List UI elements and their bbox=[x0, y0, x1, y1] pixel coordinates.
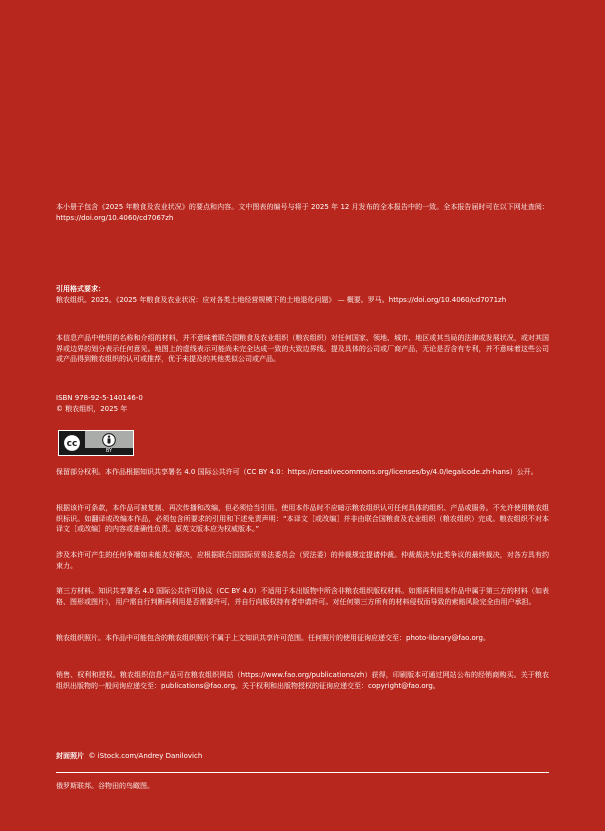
license-rights-paragraph: 保留部分权利。本作品根据知识共享署名 4.0 国际公共许可（CC BY 4.0：https://creativecommons.org/licenses/by/4.0/legalcode.zh-hans）公开。 bbox=[56, 468, 538, 476]
copyright-line: © 粮农组织，2025 年 bbox=[56, 405, 128, 413]
divider-line bbox=[56, 772, 549, 773]
copyright-page bbox=[56, 0, 549, 831]
citation-text: 粮农组织。2025。《2025 年粮食及农业状况：应对各类土地经营规模下的土地退化问题》 — 概要。罗马。https://doi.org/10.4060/cd7071zh bbox=[56, 296, 507, 304]
third-party-paragraph: 第三方材料。知识共享署名 4.0 国际公共许可协议（CC BY 4.0）不适用于本出版物中所含非粮农组织版权材料。如需再利用本作品中属于第三方的材料（如表格、图形或图片），用户需自行判断再利用是否需要许可，并自行向版权持有者申请许可。对任何第三方所有的材料侵权而导致的索赔风险完全由用户承担。 bbox=[56, 587, 549, 606]
intro-paragraph: 本小册子包含《2025 年粮食及农业状况》的要点和内容。文中图表的编号与将于 2025 年 12 月发布的全本报告中的一致。全本报告届时可在以下网址查阅：https://doi.org/10.4060/cd7067zh bbox=[56, 203, 549, 222]
disputes-paragraph: 涉及本许可产生的任何争端如未能友好解决，应根据联合国国际贸易法委员会（贸法委）的仲裁规定提请仲裁。仲裁裁决为此类争议的最终裁决，对各方具有约束力。 bbox=[56, 551, 549, 570]
attribution-person-icon bbox=[101, 433, 117, 447]
cover-photo-credit bbox=[56, 751, 549, 762]
photos-paragraph: 粮农组织照片。本作品中可能包含的粮农组织照片不属于上文知识共享许可范围。任何照片的使用征询应递交至：photo-library@fao.org。 bbox=[56, 634, 490, 642]
citation-heading: 引用格式要求： bbox=[56, 285, 105, 293]
cc-icon bbox=[59, 431, 85, 455]
cover-photo-text: © iStock.com/Andrey Danilovich bbox=[88, 752, 203, 760]
isbn: ISBN 978-92-5-140146-0 bbox=[56, 394, 143, 402]
disclaimer-paragraph: 本信息产品中使用的名称和介绍的材料，并不意味着联合国粮食及农业组织（粮农组织）对任何国家、领地、城市、地区或其当局的法律或发展状况，或对其国界或边界的划分表示任何意见。地图上的虚线表示可能尚未完全达成一致的大致边界线。提及具体的公司或厂商产品，无论是否含有专利，并不意味着这些公司或产品得到粮农组织的认可或推荐，优于未提及的其他类似公司或产品。 bbox=[56, 334, 549, 363]
sales-paragraph: 销售、权利和授权。粮农组织信息产品可在粮农组织网站（https://www.fao.org/publications/zh）获得，印刷版本可通过网站公布的经销商购买。关于粮农组织出版物的一般问询应递交至：publications@fao.org。关于权利和出版物授权的征询应递交至：copyright@fao.org。 bbox=[56, 671, 549, 690]
license-terms-paragraph: 根据该许可条款，本作品可被复制、再次传播和改编，但必须恰当引用。使用本作品时不应暗示粮农组织认可任何具体的组织、产品或服务。不允许使用粮农组织标识。如翻译或改编本作品，必须包含所要求的引用和下述免责声明：“本译文［或改编］并非由联合国粮食及农业组织（粮农组织）完成。粮农组织不对本译文［或改编］的内容或准确性负责。原英文版本应为权威版本。” bbox=[56, 504, 549, 533]
cc-by-label: BY bbox=[85, 448, 133, 455]
cover-photo-label: 封面照片 bbox=[56, 752, 84, 760]
cc-icon-label: cc bbox=[66, 439, 78, 450]
cover-caption: 俄罗斯联邦。谷物田的鸟瞰图。 bbox=[56, 782, 154, 790]
cc-by-license-badge bbox=[58, 430, 134, 456]
